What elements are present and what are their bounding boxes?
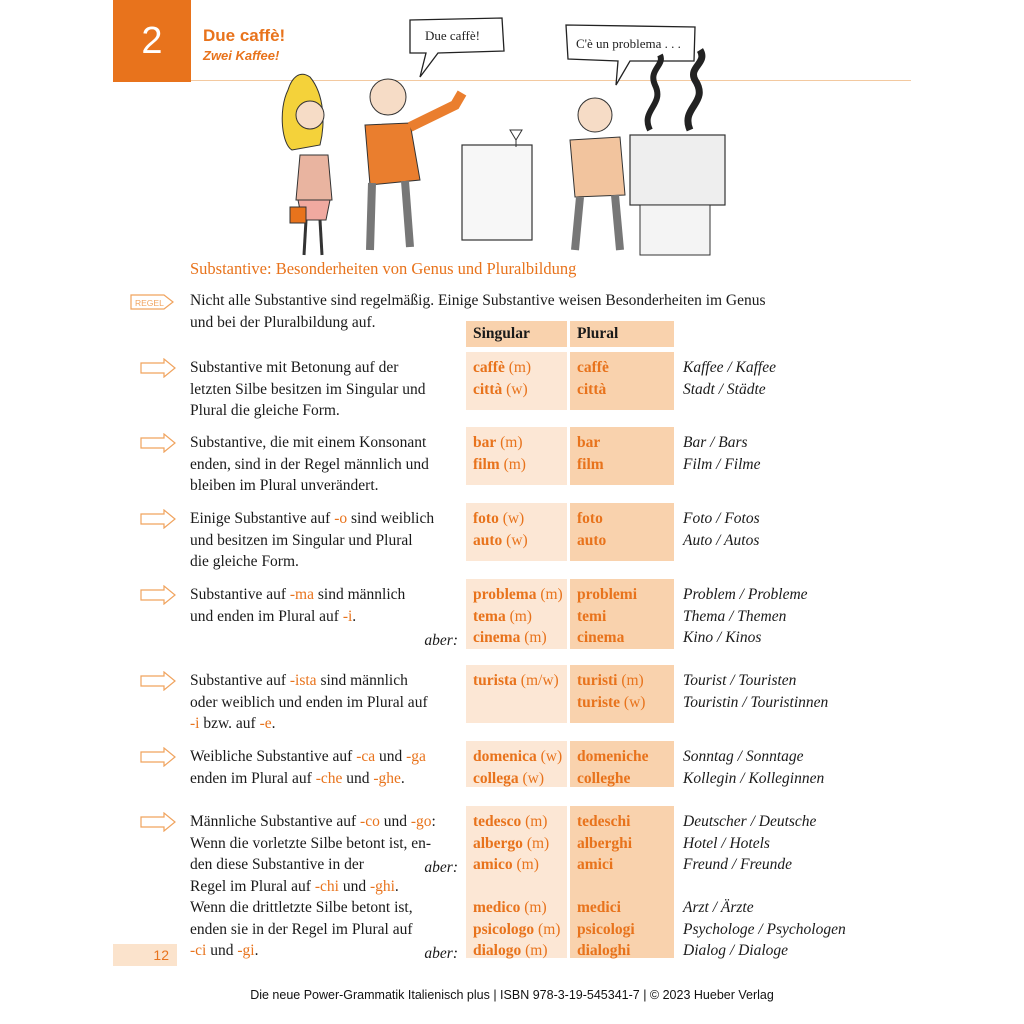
plural-form: dialoghi xyxy=(577,942,631,959)
plural-form: turisti (m) xyxy=(577,672,644,689)
singular-form: psicologo (m) xyxy=(473,920,561,938)
singular-cell xyxy=(466,806,567,958)
plural-cell xyxy=(570,579,674,649)
rule-description xyxy=(190,584,465,627)
translation: Problem / Probleme xyxy=(683,586,808,603)
translation: Freund / Freunde xyxy=(683,856,793,873)
plural-form: temi xyxy=(577,607,607,625)
regel-arrow-icon xyxy=(130,294,174,310)
rule-arrow-icon xyxy=(140,812,176,832)
singular-cell xyxy=(466,427,567,485)
chapter-subtitle: Zwei Kaffee! xyxy=(203,48,280,63)
speech-bubble-right: C'è un problema . . . xyxy=(576,36,681,51)
singular-form: auto (w) xyxy=(473,531,528,549)
plural-cell xyxy=(570,665,674,723)
translation: Dialog / Dialoge xyxy=(683,942,789,959)
plural-form: colleghe xyxy=(577,769,631,787)
cartoon-illustration xyxy=(270,15,740,260)
plural-form: domeniche xyxy=(577,748,649,765)
man-orange-figure xyxy=(365,79,462,250)
rule-description-line: Regel im Plural auf -chi und -ghi. xyxy=(190,877,399,895)
singular-form: foto (w) xyxy=(473,510,525,527)
plural-form: medici xyxy=(577,899,621,916)
translation: Arzt / Ärzte xyxy=(683,899,754,916)
singular-cell xyxy=(466,503,567,561)
page-number: 12 xyxy=(113,944,177,966)
rule-arrow-icon xyxy=(140,671,176,691)
plural-form: psicologi xyxy=(577,920,635,938)
plural-form: amici xyxy=(577,856,614,873)
plural-form: turiste (w) xyxy=(577,693,646,711)
singular-cell xyxy=(466,665,567,723)
singular-form: medico (m) xyxy=(473,899,547,916)
translation-cell xyxy=(683,503,913,551)
singular-form: cinema (m) xyxy=(473,629,547,646)
rule-description-line: Substantive mit Betonung auf der xyxy=(190,359,399,376)
translation-cell xyxy=(683,665,913,713)
translation-cell xyxy=(683,427,913,475)
rule-arrow-icon xyxy=(140,433,176,453)
plural-form: problemi xyxy=(577,586,637,603)
rule-description xyxy=(190,746,465,789)
rule-arrow-icon xyxy=(140,747,176,767)
singular-cell xyxy=(466,741,567,787)
plural-cell xyxy=(570,427,674,485)
translation: Touristin / Touristinnen xyxy=(683,693,829,711)
translation: Thema / Themen xyxy=(683,607,787,625)
rule-description-line: enden, sind in der Regel männlich und xyxy=(190,455,429,473)
rule-description-line: Wenn die vorletzte Silbe betont ist, en- xyxy=(190,834,432,852)
translation: Psychologe / Psychologen xyxy=(683,920,846,938)
rule-description-line: enden sie in der Regel im Plural auf xyxy=(190,920,413,938)
chapter-number: 2 xyxy=(141,19,163,62)
translation: Auto / Autos xyxy=(683,531,760,549)
plural-form: foto xyxy=(577,510,603,527)
rule-description-line: und enden im Plural auf -i. xyxy=(190,607,357,625)
rule-description-line: -ci und -gi. xyxy=(190,942,259,959)
singular-form: caffè (m) xyxy=(473,359,532,376)
translation: Sonntag / Sonntage xyxy=(683,748,804,765)
coffee-machine xyxy=(630,50,725,255)
plural-form: bar xyxy=(577,434,601,451)
singular-form: collega (w) xyxy=(473,769,545,787)
rule-description-line: die gleiche Form. xyxy=(190,553,299,570)
rule-arrow-icon xyxy=(140,358,176,378)
singular-form: dialogo (m) xyxy=(473,942,548,959)
singular-form: amico (m) xyxy=(473,856,539,873)
plural-cell xyxy=(570,503,674,561)
translation: Film / Filme xyxy=(683,455,761,473)
rule-description-line: enden im Plural auf -che und -ghe. xyxy=(190,769,405,787)
plural-form: città xyxy=(577,380,607,398)
rule-description xyxy=(190,811,465,962)
plural-form: cinema xyxy=(577,629,625,646)
translation xyxy=(683,876,913,898)
rule-description-line: Substantive auf -ma sind männlich xyxy=(190,586,406,603)
plural-form: auto xyxy=(577,531,607,549)
singular-form: città (w) xyxy=(473,380,528,398)
translation: Tourist / Touristen xyxy=(683,672,797,689)
plural-cell xyxy=(570,352,674,410)
aber-label: aber: xyxy=(424,632,458,649)
translation: Deutscher / Deutsche xyxy=(683,813,817,830)
aber-label: aber: xyxy=(424,859,458,876)
singular-form: tema (m) xyxy=(473,607,532,625)
singular-form xyxy=(473,876,567,898)
rule-description-line: Substantive, die mit einem Konsonant xyxy=(190,434,427,451)
rule-description-line: bleiben im Plural unverändert. xyxy=(190,477,379,494)
rule-description xyxy=(190,357,465,422)
rule-description-line: und besitzen im Singular und Plural xyxy=(190,531,413,549)
rule-description-line: Wenn die drittletzte Silbe betont ist, xyxy=(190,899,413,916)
singular-form: domenica (w) xyxy=(473,748,563,765)
rule-description-line: Substantive auf -ista sind männlich xyxy=(190,672,408,689)
translation: Stadt / Städte xyxy=(683,380,766,398)
translation-cell xyxy=(683,579,913,649)
singular-form: turista (m/w) xyxy=(473,672,559,689)
translation-cell xyxy=(683,352,913,400)
rule-description xyxy=(190,432,465,497)
rule-description-line: -i bzw. auf -e. xyxy=(190,715,276,732)
translation: Hotel / Hotels xyxy=(683,834,770,852)
plural-form: caffè xyxy=(577,359,609,376)
rule-description xyxy=(190,508,465,573)
chapter-title: Due caffè! xyxy=(203,26,286,45)
plural-form xyxy=(577,876,674,898)
man-coffee-machine-figure xyxy=(570,98,625,250)
translation: Bar / Bars xyxy=(683,434,748,451)
speech-bubble-left: Due caffè! xyxy=(425,28,480,43)
singular-form: film (m) xyxy=(473,455,526,473)
translation: Kollegin / Kolleginnen xyxy=(683,769,825,787)
rule-description-line: letzten Silbe besitzen im Singular und xyxy=(190,380,426,398)
plural-cell xyxy=(570,806,674,958)
rule-description-line: oder weiblich und enden im Plural auf xyxy=(190,693,428,711)
aber-label: aber: xyxy=(424,945,458,962)
footer-text: Die neue Power-Grammatik Italienisch plus | ISBN 978-3-19-545341-7 | © 2023 Hueber Verlag xyxy=(250,988,774,1002)
section-title: Substantive: Besonderheiten von Genus und Pluralbildung xyxy=(190,259,577,278)
regel-label: REGEL xyxy=(135,298,164,308)
plural-form: film xyxy=(577,455,604,473)
rule-description-line: Einige Substantive auf -o sind weiblich xyxy=(190,510,435,527)
rule-description-line: Plural die gleiche Form. xyxy=(190,402,340,419)
plural-form: alberghi xyxy=(577,834,633,852)
woman-figure xyxy=(282,74,332,255)
plural-form: tedeschi xyxy=(577,813,631,830)
singular-form: albergo (m) xyxy=(473,834,550,852)
singular-cell xyxy=(466,579,567,649)
chapter-number-box xyxy=(113,0,191,82)
rule-arrow-icon xyxy=(140,585,176,605)
translation: Foto / Fotos xyxy=(683,510,760,527)
rule-arrow-icon xyxy=(140,509,176,529)
translation-cell xyxy=(683,806,913,962)
singular-cell xyxy=(466,352,567,410)
rule-description xyxy=(190,670,465,735)
rule-description-line: Weibliche Substantive auf -ca und -ga xyxy=(190,748,426,765)
translation-cell xyxy=(683,741,913,789)
column-header-singular: Singular xyxy=(466,321,567,347)
translation: Kino / Kinos xyxy=(683,629,762,646)
rule-description-line: Männliche Substantive auf -co und -go: xyxy=(190,813,436,830)
translation: Kaffee / Kaffee xyxy=(683,359,776,376)
intro-line: und bei der Pluralbildung auf. xyxy=(190,314,376,331)
counter-table xyxy=(462,130,532,240)
plural-cell xyxy=(570,741,674,787)
column-header-plural: Plural xyxy=(570,321,674,347)
singular-form: bar (m) xyxy=(473,434,523,451)
singular-form: problema (m) xyxy=(473,586,563,603)
rule-description-line: den diese Substantive in der xyxy=(190,856,364,873)
singular-form: tedesco (m) xyxy=(473,813,548,830)
intro-line: Nicht alle Substantive sind regelmäßig. Einige Substantive weisen Besonderheiten im Genus xyxy=(190,292,766,309)
